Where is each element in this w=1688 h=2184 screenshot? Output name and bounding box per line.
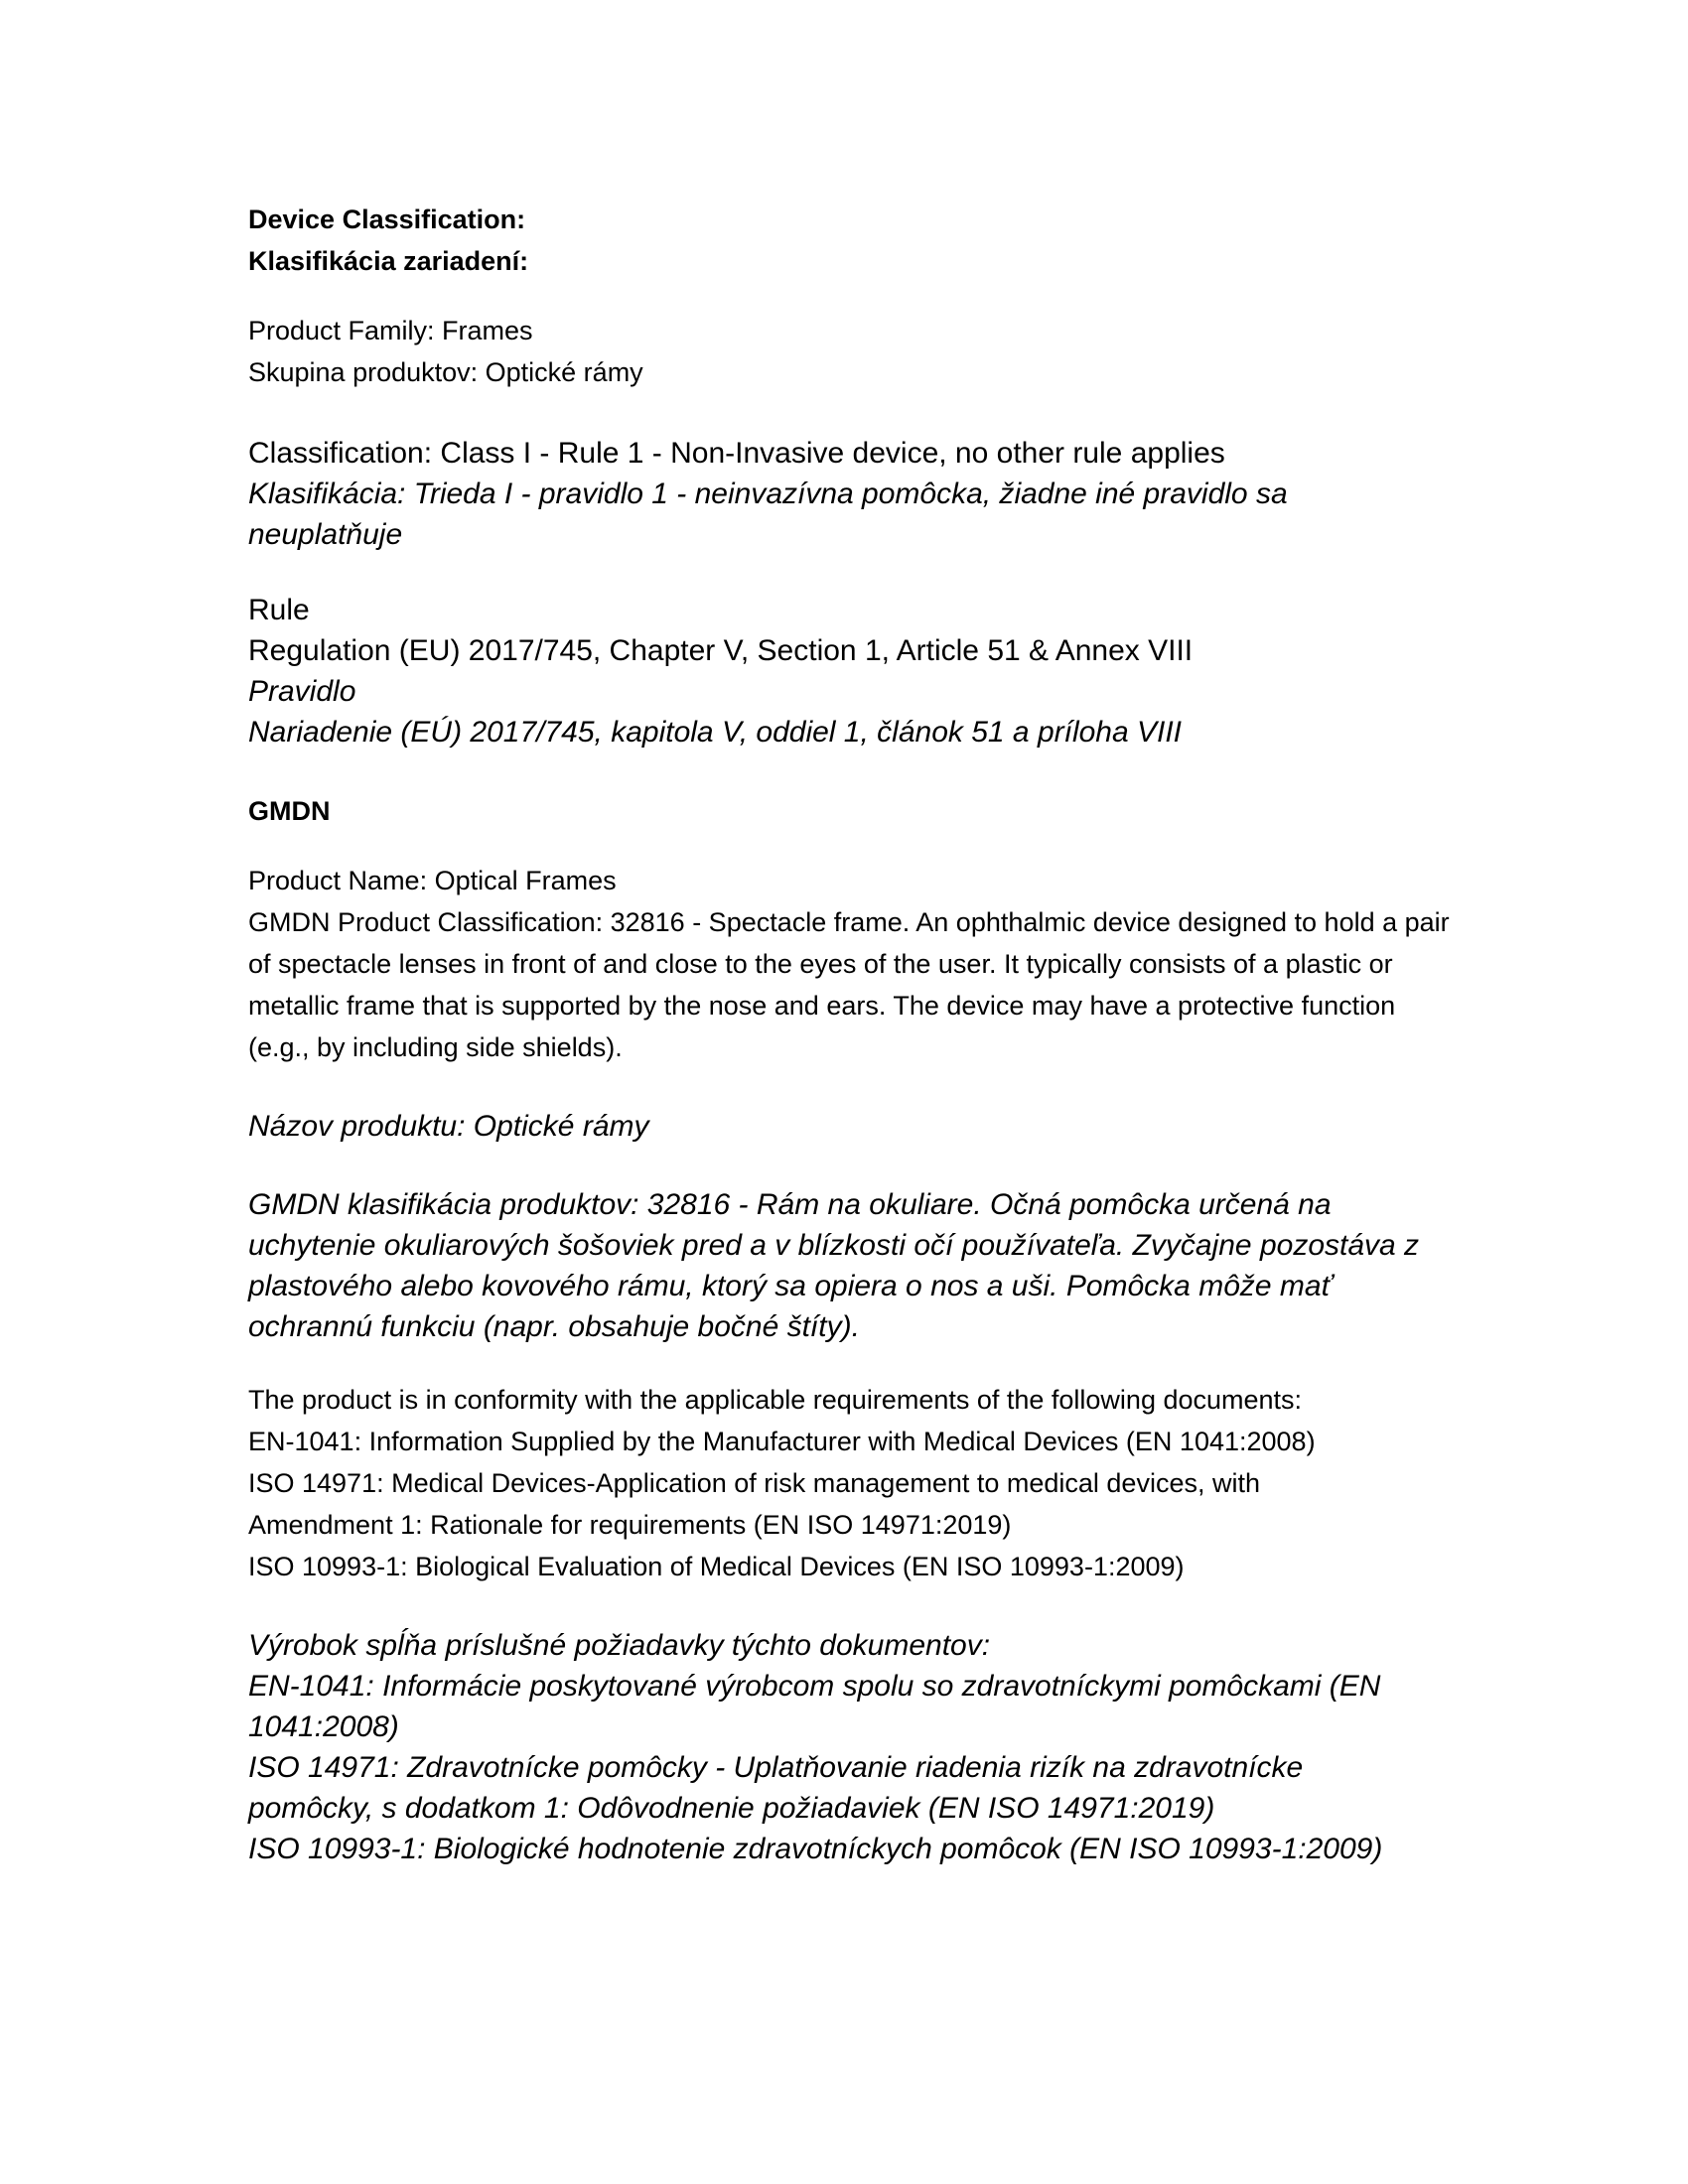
rule-text-en: Regulation (EU) 2017/745, Chapter V, Section 1, Article 51 & Annex VIII <box>248 634 1194 667</box>
classification-section <box>248 433 1460 555</box>
conformity-section <box>248 1379 1460 1587</box>
conformity-intro: The product is in conformity with the applicable requirements of the following documents: <box>248 1385 1303 1415</box>
document-page <box>248 199 1460 1869</box>
gmdn-sk-class-section <box>248 1184 1460 1347</box>
conformity-sk-intro: Výrobok spĺňa príslušné požiadavky týchto dokumentov: <box>248 1629 991 1662</box>
conformity-item-iso10993: ISO 10993-1: Biological Evaluation of Medical Devices (EN ISO 10993-1:2009) <box>248 1552 1185 1581</box>
conformity-sk-item-iso10993: ISO 10993-1: Biologické hodnotenie zdravotníckych pomôcok (EN ISO 10993-1:2009) <box>248 1833 1383 1865</box>
gmdn-product-name: Product Name: Optical Frames <box>248 866 617 895</box>
conformity-item-en1041: EN-1041: Information Supplied by the Manufacturer with Medical Devices (EN 1041:2008) <box>248 1427 1316 1456</box>
heading-sk: Klasifikácia zariadení: <box>248 246 529 276</box>
product-family-sk: Skupina produktov: Optické rámy <box>248 357 643 387</box>
gmdn-heading-wrap <box>248 790 1460 832</box>
product-family-en: Product Family: Frames <box>248 316 533 345</box>
conformity-sk-item-en1041: EN-1041: Informácie poskytované výrobcom spolu so zdravotníckymi pomôckami (EN 1041:2008) <box>248 1670 1381 1743</box>
classification-en: Classification: Class I - Rule 1 - Non-Invasive device, no other rule applies <box>248 437 1225 470</box>
rule-section <box>248 590 1460 752</box>
conformity-sk-section <box>248 1625 1460 1869</box>
heading-en: Device Classification: <box>248 205 526 234</box>
gmdn-section <box>248 860 1460 1068</box>
conformity-item-iso14971: ISO 14971: Medical Devices-Application of risk management to medical devices, with Amendment 1: Rationale for requirements (EN ISO 14971:2019) <box>248 1468 1260 1540</box>
rule-label-en: Rule <box>248 594 310 626</box>
gmdn-sk-name-section <box>248 1106 1460 1147</box>
gmdn-classification: GMDN Product Classification: 32816 - Spectacle frame. An ophthalmic device designed to hold a pair of spectacle lenses in front of and close to the eyes of the user. It typically consists of a plastic or metallic frame that is supported by the nose and ears. The device may have a protective function (e.g., by including side shields). <box>248 907 1450 1062</box>
rule-label-sk: Pravidlo <box>248 675 356 708</box>
conformity-sk-item-iso14971: ISO 14971: Zdravotnícke pomôcky - Uplatňovanie riadenia rizík na zdravotnícke pomôcky, s dodatkom 1: Odôvodnenie požiadaviek (EN ISO 14971:2019) <box>248 1751 1304 1825</box>
gmdn-sk-classification: GMDN klasifikácia produktov: 32816 - Rám na okuliare. Očná pomôcka určená na uchytenie okuliarových šošoviek pred a v blízkosti očí používateľa. Zvyčajne pozostáva z plastového alebo kovového rámu, ktorý sa opiera o nos a uši. Pomôcka môže mať ochrannú funkciu (napr. obsahuje bočné štíty). <box>248 1188 1420 1343</box>
gmdn-sk-product-name: Názov produktu: Optické rámy <box>248 1110 649 1143</box>
gmdn-heading: GMDN <box>248 796 331 826</box>
classification-sk: Klasifikácia: Trieda I - pravidlo 1 - neinvazívna pomôcka, žiadne iné pravidlo sa neuplatňuje <box>248 478 1288 551</box>
device-classification-heading <box>248 199 1460 282</box>
rule-text-sk: Nariadenie (EÚ) 2017/745, kapitola V, oddiel 1, článok 51 a príloha VIII <box>248 716 1183 749</box>
product-family-section <box>248 310 1460 393</box>
